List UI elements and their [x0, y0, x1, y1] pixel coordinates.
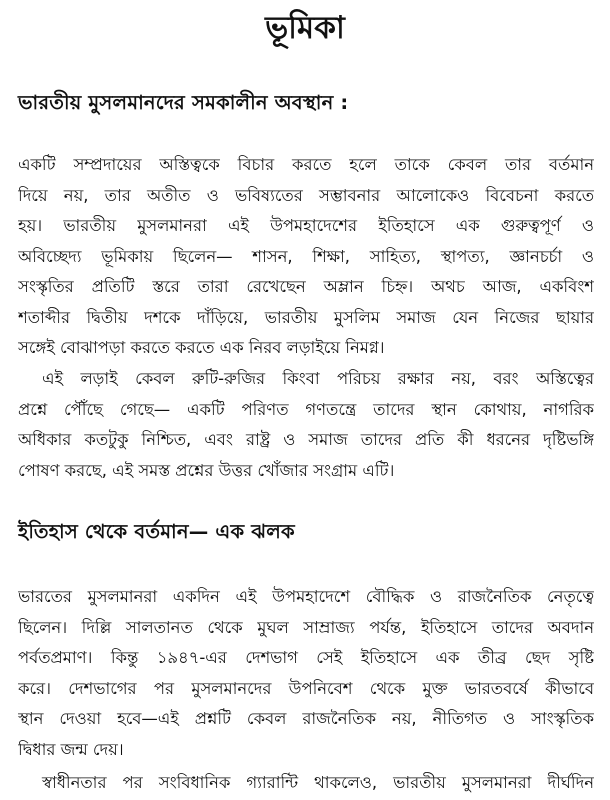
page-title: ভূমিকা: [265, 10, 345, 46]
section-heading-history-to-present: ইতিহাস থেকে বর্তমান— এক ঝলক: [18, 520, 295, 543]
text-line: হয়। ভারতীয় মুসলমানরা এই উপমহাদেশের ইতিহাসে এক গুরুত্বপূর্ণ ও: [18, 216, 594, 235]
text-line: স্বাধীনতার পর সংবিধানিক গ্যারান্টি থাকলেও, ভারতীয় মুসলমানরা দীর্ঘদিন: [42, 773, 594, 792]
text-line: স্থান দেওয়া হবে—এই প্রশ্নটি কেবল রাজনৈতিক নয়, নীতিগত ও সাংস্কৃতিক: [18, 709, 594, 728]
text-line: অধিকার কতটুকু নিশ্চিত, এবং রাষ্ট্র ও সমাজ তাদের প্রতি কী ধরনের দৃষ্টিভঙ্গি: [18, 430, 594, 449]
text-line: সঙ্গেই বোঝাপড়া করতে করতে এক নিরব লড়াইয়ে নিমগ্ন।: [18, 338, 385, 357]
text-line: এই লড়াই কেবল রুটি-রুজির কিংবা পরিচয় রক্ষার নয়, বরং অস্তিত্বের: [42, 369, 594, 388]
text-line: পোষণ করছে, এই সমস্ত প্রশ্নের উত্তর খোঁজার সংগ্রাম এটি।: [18, 460, 395, 480]
text-line: ভারতের মুসলমানরা একদিন এই উপমহাদেশে বৌদ্ধিক ও রাজনৈতিক নেতৃত্বে: [18, 587, 594, 606]
text-line: প্রশ্নে পৌঁছে গেছে— একটি পরিণত গণতন্ত্রে তাদের স্থান কোথায়, নাগরিক: [18, 399, 594, 419]
text-line: ছিলেন। দিল্লি সালতানত থেকে মুঘল সাম্রাজ্য পর্যন্ত, ইতিহাসে তাদের অবদান: [18, 617, 594, 637]
text-line: সংস্কৃতির প্রতিটি স্তরে তারা রেখেছেন অম্লান চিহ্ন। অথচ আজ, একবিংশ: [18, 277, 594, 296]
text-line: পর্বতপ্রমাণ। কিন্তু ১৯৪৭-এর দেশভাগ সেই ইতিহাসে এক তীব্র ছেদ সৃষ্টি: [18, 648, 594, 667]
text-line: দ্বিধার জন্ম দেয়।: [18, 739, 124, 759]
paragraph: [18, 150, 594, 364]
text-line: করে। দেশভাগের পর মুসলমানদের উপনিবেশ থেকে মুক্ত ভারতবর্ষে কীভাবে: [18, 678, 594, 698]
text-line: শতাব্দীর দ্বিতীয় দশকে দাঁড়িয়ে, ভারতীয় মুসলিম সমাজ যেন নিজের ছায়ার: [18, 307, 594, 327]
text-line: দিয়ে নয়, তার অতীত ও ভবিষ্যতের সম্ভাবনার আলোকেও বিবেচনা করতে: [18, 185, 594, 205]
paragraph: [18, 768, 594, 799]
text-line: একটি সম্প্রদায়ের অস্তিত্বকে বিচার করতে হলে তাকে কেবল তার বর্তমান: [18, 155, 594, 174]
paragraph: [18, 582, 594, 765]
paragraph: [18, 364, 594, 486]
section-heading-contemporary-status: ভারতীয় মুসলমানদের সমকালীন অবস্থান :: [18, 91, 349, 114]
text-line: অবিচ্ছেদ্য ভূমিকায় ছিলেন— শাসন, শিক্ষা, সাহিত্য, স্থাপত্য, জ্ঞানচর্চা ও: [18, 246, 594, 266]
